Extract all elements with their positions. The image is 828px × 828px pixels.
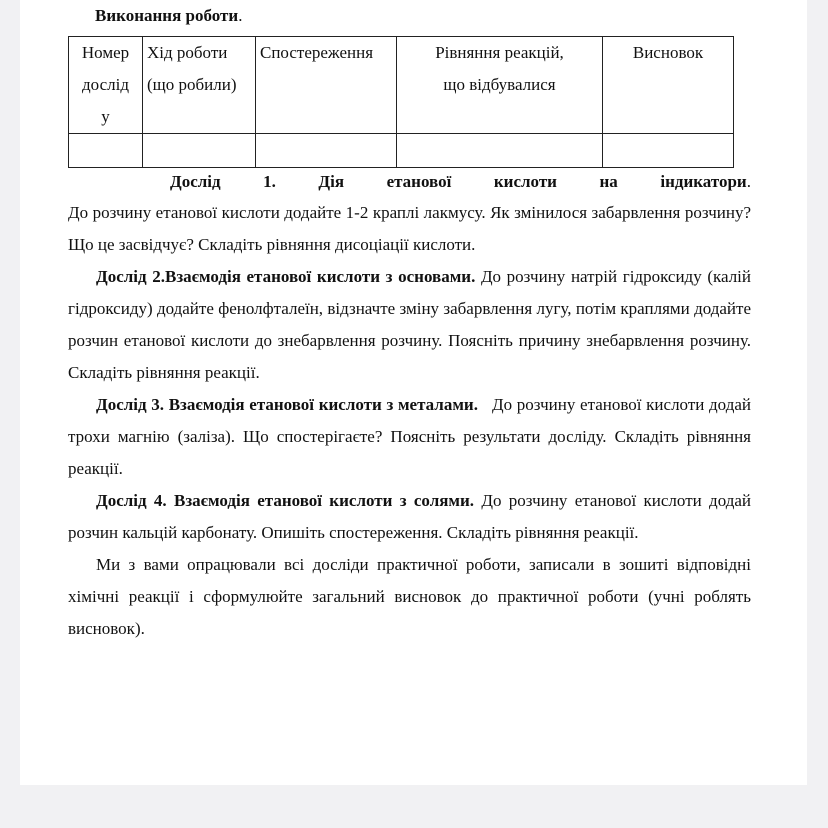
experiment-4-text: До розчину етанової кислоти додай розчин кальцій карбонату. Опишіть спостереження. Складіть рівняння реакції. bbox=[68, 491, 751, 542]
section-heading: Виконання роботи. bbox=[95, 6, 243, 25]
header-procedure: Хід роботи (що робили) bbox=[143, 37, 256, 134]
experiment-3-text: До розчину етанової кислоти додай трохи магнію (заліза). Що спостерігаєте? Поясніть результати досліду. Складіть рівняння реакції. bbox=[68, 395, 756, 478]
experiment-3-title: Дослід 3. Взаємодія етанової кислоти з металами. bbox=[96, 395, 478, 414]
table-cell bbox=[603, 134, 734, 168]
header-equations: Рівняння реакцій, що відбувалися bbox=[397, 37, 603, 134]
table-cell bbox=[256, 134, 397, 168]
results-table bbox=[68, 36, 734, 168]
experiment-1-title: Дослід 1. Дія етанової кислоти на індикатори. bbox=[170, 172, 751, 191]
document-page bbox=[20, 0, 807, 785]
table-cell bbox=[69, 134, 143, 168]
table-row bbox=[69, 134, 734, 168]
experiment-3-paragraph bbox=[68, 389, 756, 485]
header-observations: Спостереження bbox=[256, 37, 397, 134]
table-cell bbox=[397, 134, 603, 168]
experiment-4-paragraph bbox=[68, 485, 751, 549]
header-conclusion: Висновок bbox=[603, 37, 734, 134]
experiment-2-text: До розчину натрій гідроксиду (калій гідроксиду) додайте фенолфталеїн, відзначте зміну забарвлення лугу, потім краплями додайте розчин етанової кислоти до знебарвлення розчину. Поясніть причину знебарвлення розчину. Складіть рівняння реакції. bbox=[68, 267, 751, 382]
experiment-4-title: Дослід 4. Взаємодія етанової кислоти з солями. bbox=[96, 491, 475, 510]
table-header-row bbox=[69, 37, 734, 134]
experiment-1-text: До розчину етанової кислоти додайте 1-2 краплі лакмусу. Як змінилося забарвлення розчину? Що це засвідчує? Складіть рівняння дисоціації кислоти. bbox=[68, 203, 751, 254]
header-experiment-number: Номер дослід у bbox=[69, 37, 143, 134]
experiment-2-paragraph bbox=[68, 261, 751, 389]
conclusion-paragraph: Ми з вами опрацювали всі досліди практичної роботи, записали в зошиті відповідні хімічні реакції і сформулюйте загальний висновок до практичної роботи (учні роблять висновок). bbox=[68, 555, 751, 638]
table-cell bbox=[143, 134, 256, 168]
experiment-2-title: Дослід 2.Взаємодія етанової кислоти з основами. bbox=[96, 267, 476, 286]
